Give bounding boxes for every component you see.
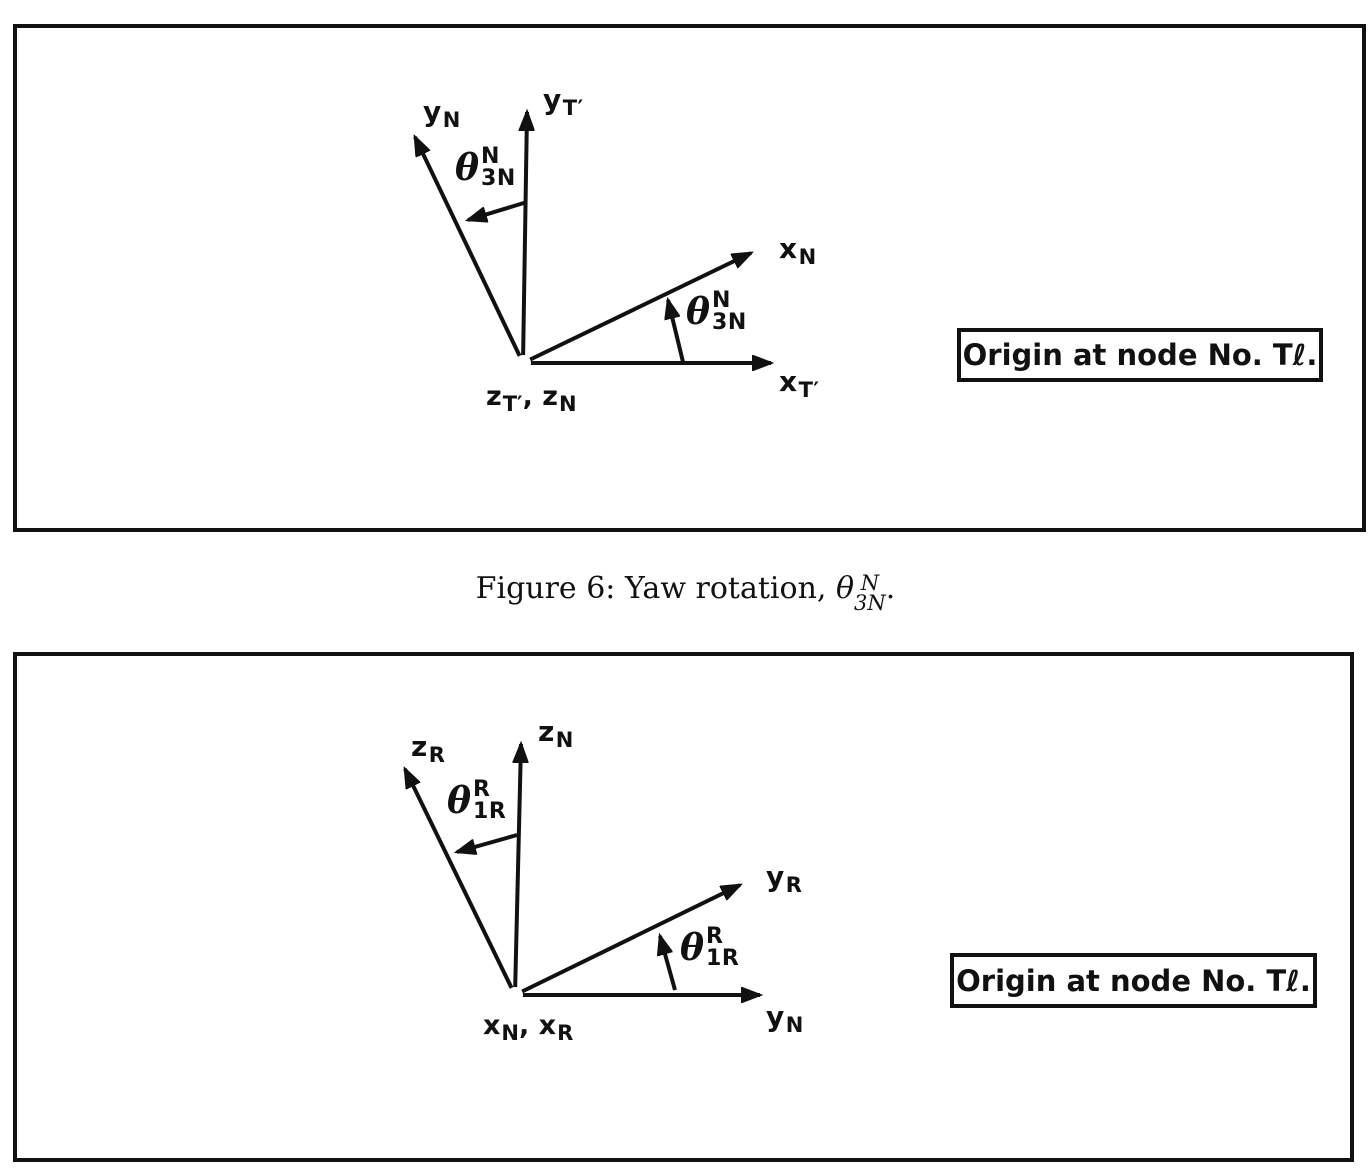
caption-theta-glyph: θ (835, 570, 855, 606)
figure-caption: Figure 6: Yaw rotation, θ N 3N . (475, 570, 896, 615)
origin-note-box: Origin at node No. Tℓ. (957, 328, 1323, 382)
axis-label-x-n: $x_N$ (779, 232, 817, 269)
figure-frame-roll (13, 652, 1354, 1162)
axis-label-y-tprime: $y_{T'}$ (543, 83, 584, 120)
y-tprime-axis-line (523, 112, 527, 363)
axis-label-z-r: $z_R$ (411, 730, 446, 767)
yaw-angle-label-lower: θ N 3N (686, 288, 747, 335)
yaw-axes-drawing (17, 28, 1362, 528)
theta-glyph: θ (686, 291, 711, 333)
z-n-axis-line (515, 744, 521, 995)
theta-glyph: θ (447, 780, 472, 822)
origin-marker (515, 355, 531, 371)
roll-angle-arrow-upper (457, 835, 517, 852)
origin-axes-label: $x_N$, $x_R$ (483, 1010, 574, 1045)
roll-angle-label-lower: θ R 1R (680, 924, 740, 971)
theta-glyph: θ (680, 927, 705, 969)
origin-axes-label: $z_{T'}$, $z_N$ (486, 381, 577, 416)
axis-label-y-r: $y_R$ (766, 860, 803, 897)
figure-frame-yaw (13, 24, 1366, 532)
axis-label-z-n: $z_N$ (538, 715, 574, 752)
origin-marker (507, 987, 523, 1003)
yaw-angle-arrow-lower (668, 300, 683, 362)
roll-angle-label-upper: θ R 1R (447, 777, 507, 824)
yaw-angle-arrow-upper (468, 202, 527, 220)
yaw-angle-label-upper: θ N 3N (455, 144, 516, 191)
axis-label-y-n: $y_N$ (423, 95, 461, 132)
roll-axes-drawing (17, 656, 1350, 1158)
axis-label-x-tprime: $x_{T'}$ (779, 365, 820, 402)
axis-label-y-n: $y_N$ (766, 1000, 804, 1037)
roll-angle-arrow-lower (660, 936, 675, 990)
origin-note-box: Origin at node No. Tℓ. (950, 953, 1317, 1008)
theta-glyph: θ (455, 147, 480, 189)
